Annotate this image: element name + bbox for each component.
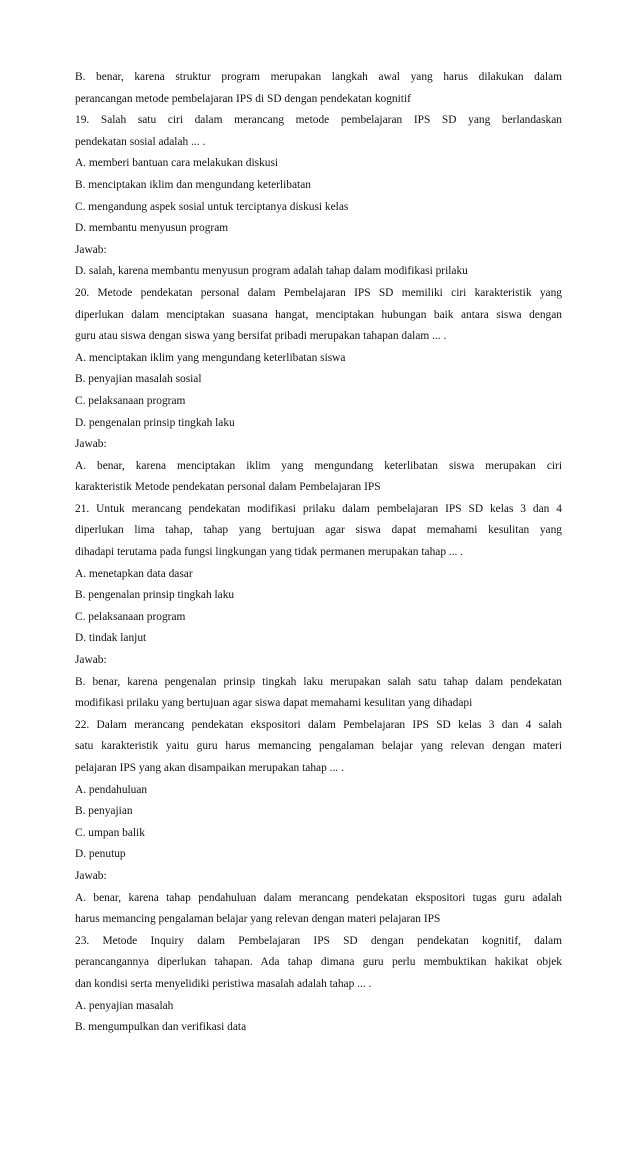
answer-label: Jawab:	[75, 654, 107, 667]
answer-text: harus memancing pengalaman belajar yang relevan dengan materi pelajaran IPS	[75, 913, 441, 926]
option-c: C. pelaksanaan program	[75, 394, 186, 407]
option-b: B. mengumpulkan dan verifikasi data	[75, 1021, 247, 1034]
option-c: C. pelaksanaan program	[75, 610, 186, 623]
question-21-line: dihadapi terutama pada fungsi lingkungan yang tidak permanen merupakan tahap ... .	[75, 546, 464, 559]
option-a: A. memberi bantuan cara melakukan diskusi	[75, 157, 279, 170]
question-19-line: 19. Salah satu ciri dalam merancang metode pembelajaran IPS SD yang berlandaskan	[75, 114, 562, 127]
answer-label: Jawab:	[75, 869, 107, 882]
option-a: A. pendahuluan	[75, 783, 148, 796]
paragraph-line: perancangan metode pembelajaran IPS di SD dengan pendekatan kognitif	[75, 92, 411, 105]
question-19-line: pendekatan sosial adalah ... .	[75, 135, 206, 148]
question-22-line: 22. Dalam merancang pendekatan ekspositori dalam Pembelajaran IPS SD kelas 3 dan 4 salah	[75, 718, 562, 731]
option-a: A. menciptakan iklim yang mengundang keterlibatan siswa	[75, 351, 346, 364]
answer-text: modifikasi prilaku yang bertujuan agar siswa dapat memahami kesulitan yang dihadapi	[75, 697, 473, 710]
paragraph-line: B. benar, karena struktur program merupakan langkah awal yang harus dilakukan dalam	[75, 71, 562, 83]
answer-text: A. benar, karena tahap pendahuluan dalam merancang pendekatan ekspositori tugas guru adalah	[75, 891, 562, 904]
question-21-line: diperlukan lima tahap, tahap yang bertujuan agar siswa dapat memahami kesulitan yang	[75, 524, 562, 537]
question-22-line: satu karakteristik yaitu guru harus memancing pengalaman belajar yang relevan dengan materi	[75, 740, 562, 753]
question-20-line: 20. Metode pendekatan personal dalam Pembelajaran IPS SD memiliki ciri karakteristik yang	[75, 286, 562, 299]
option-c: C. mengandung aspek sosial untuk terciptanya diskusi kelas	[75, 200, 349, 213]
option-b: B. pengenalan prinsip tingkah laku	[75, 589, 235, 602]
option-d: D. tindak lanjut	[75, 632, 147, 645]
answer-text: A. benar, karena menciptakan iklim yang mengundang keterlibatan siswa merupakan ciri	[75, 459, 562, 472]
answer-text: karakteristik Metode pendekatan personal dalam Pembelajaran IPS	[75, 481, 381, 494]
document-page	[75, 67, 562, 1039]
answer-text: B. benar, karena pengenalan prinsip tingkah laku merupakan salah satu tahap dalam pendekatan	[75, 675, 562, 688]
question-23-line: dan kondisi serta menyelidiki peristiwa masalah adalah tahap ... .	[75, 977, 372, 990]
question-20-line: guru atau siswa dengan siswa yang bersifat pribadi merupakan tahapan dalam ... .	[75, 330, 447, 343]
question-22-line: pelajaran IPS yang akan disampaikan merupakan tahap ... .	[75, 762, 344, 774]
question-23-line: perancangannya diperlukan tahapan. Ada tahap dimana guru perlu membuktikan hakikat objek	[75, 956, 562, 969]
option-b: B. penyajian	[75, 805, 133, 818]
option-a: A. penyajian masalah	[75, 999, 174, 1012]
answer-text: D. salah, karena membantu menyusun program adalah tahap dalam modifikasi prilaku	[75, 265, 468, 278]
option-c: C. umpan balik	[75, 826, 145, 839]
question-21-line: 21. Untuk merancang pendekatan modifikasi prilaku dalam pembelajaran IPS SD kelas 3 dan 4	[75, 502, 562, 515]
question-20-line: diperlukan dalam menciptakan suasana hangat, menciptakan hubungan baik antara siswa dengan	[75, 308, 562, 321]
option-d: D. pengenalan prinsip tingkah laku	[75, 416, 235, 429]
answer-label: Jawab:	[75, 243, 107, 256]
question-23-line: 23. Metode Inquiry dalam Pembelajaran IPS SD dengan pendekatan kognitif, dalam	[75, 934, 562, 947]
option-d: D. membantu menyusun program	[75, 222, 229, 235]
answer-label: Jawab:	[75, 438, 107, 451]
option-d: D. penutup	[75, 848, 126, 861]
option-b: B. penyajian masalah sosial	[75, 373, 202, 386]
option-b: B. menciptakan iklim dan mengundang keterlibatan	[75, 178, 311, 191]
option-a: A. menetapkan data dasar	[75, 567, 193, 580]
